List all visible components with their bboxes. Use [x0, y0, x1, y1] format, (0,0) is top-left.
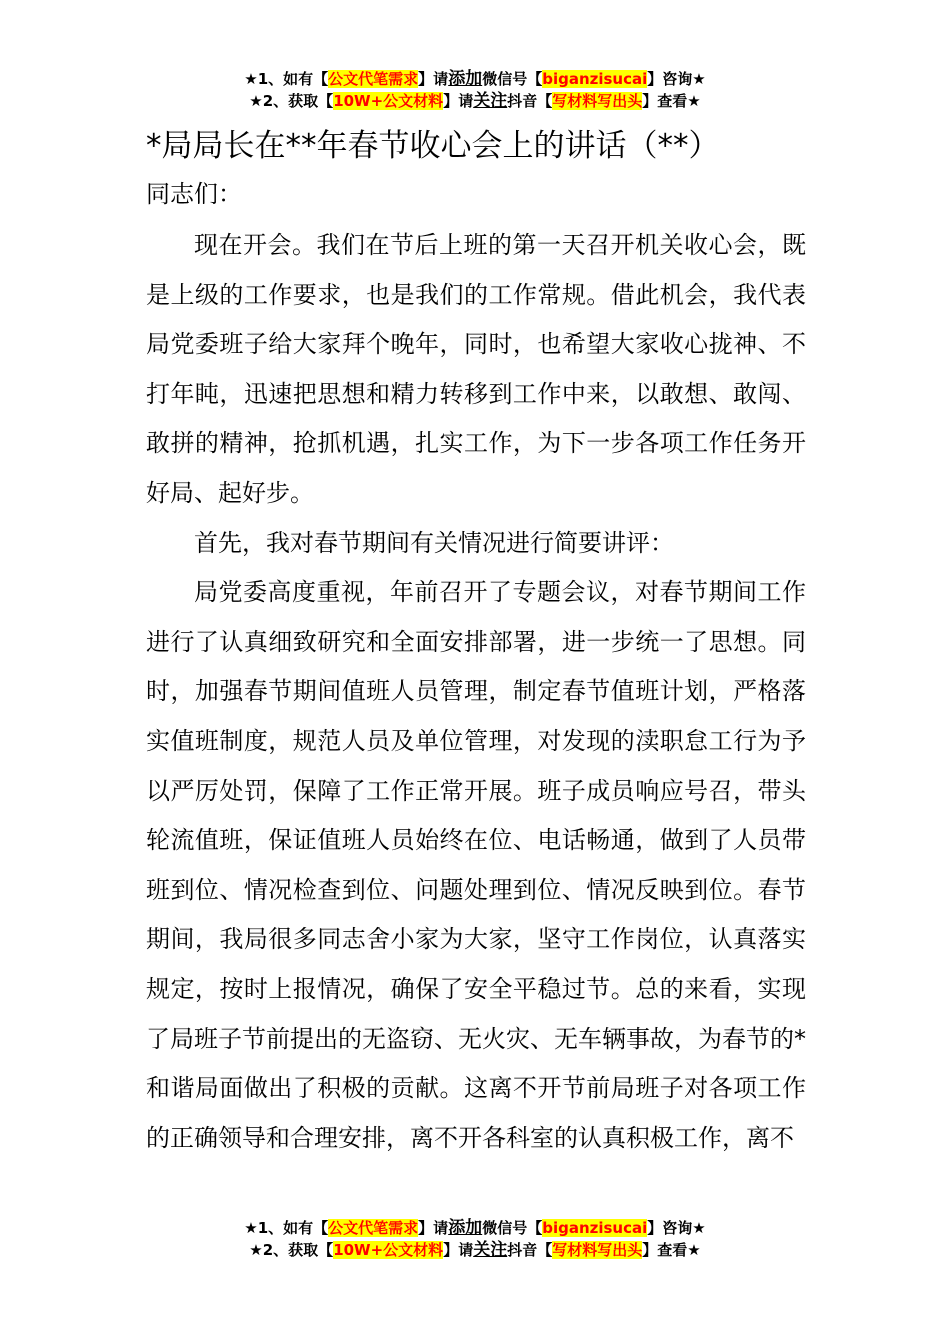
banner-text: 】请 — [418, 70, 449, 88]
paragraph: 局党委高度重视，年前召开了专题会议，对春节期间工作进行了认真细致研究和全面安排部署，进一步统一了思想。同时，加强春节期间值班人员管理，制定春节值班计划，严格落实值班制度，规范人员及单位管理，对发现的渎职怠工行为予以严厉处罚，保障了工作正常开展。班子成员响应号召，带头轮流值班，保证值班人员始终在位、电话畅通，做到了人员带班到位、情况检查到位、问题处理到位、情况反映到位。春节期间，我局很多同志舍小家为大家，坚守工作岗位，认真落实规定，按时上报情况，确保了安全平稳过节。总的来看，实现了局班子节前提出的无盗窃、无火灾、无车辆事故，为春节的*和谐局面做出了积极的贡献。这离不开节前局班子对各项工作的正确领导和合理安排，离不开各科室的认真积极工作，离不 — [146, 578, 806, 1152]
banner-text: 微信号【 — [482, 70, 543, 88]
highlight-douyin-id: 写材料写出头 — [552, 92, 643, 110]
highlight-wechat-id: biganzisucai — [542, 1219, 648, 1237]
paragraph: 现在开会。我们在节后上班的第一天召开机关收心会，既是上级的工作要求，也是我们的工作常规。借此机会，我代表局党委班子给大家拜个晚年，同时，也希望大家收心拢神、不打年盹，迅速把思想和精力转移到工作中来，以敢想、敢闯、敢拼的精神，抢抓机遇，扎实工作，为下一步各项工作任务开好局、起好步。 — [146, 231, 806, 507]
banner-text: 抖音【 — [507, 1241, 553, 1259]
banner-text: 】请 — [418, 1219, 449, 1237]
banner-underlined: 关注 — [473, 91, 508, 111]
document-body — [146, 221, 806, 1163]
highlight-service: 公文代笔需求 — [328, 1219, 419, 1237]
banner-text: 微信号【 — [482, 1219, 543, 1237]
highlight-materials: 10W+公文材料 — [333, 1241, 444, 1259]
highlight-materials: 10W+公文材料 — [333, 92, 444, 110]
highlight-douyin-id: 写材料写出头 — [552, 1241, 643, 1259]
banner-text: ★1、如有【 — [244, 70, 329, 88]
banner-text: 】查看★ — [642, 1241, 701, 1259]
banner-underlined: 关注 — [473, 1240, 508, 1260]
banner-text: 抖音【 — [507, 92, 553, 110]
banner-text: ★2、获取【 — [249, 1241, 334, 1259]
banner-line-1 — [0, 68, 950, 90]
banner-text: 】查看★ — [642, 92, 701, 110]
paragraph: 首先，我对春节期间有关情况进行简要讲评： — [194, 528, 674, 557]
banner-text: 】请 — [443, 1241, 474, 1259]
banner-text: 】请 — [443, 92, 474, 110]
highlight-wechat-id: biganzisucai — [542, 70, 648, 88]
banner-line-2 — [0, 90, 950, 112]
banner-line-2 — [0, 1239, 950, 1261]
banner-text: ★1、如有【 — [244, 1219, 329, 1237]
banner-text: 】咨询★ — [647, 70, 706, 88]
highlight-service: 公文代笔需求 — [328, 70, 419, 88]
top-banner — [0, 68, 950, 112]
banner-underlined: 添加 — [448, 1218, 483, 1238]
bottom-banner — [0, 1217, 950, 1261]
salutation: 同志们： — [146, 180, 242, 208]
banner-underlined: 添加 — [448, 69, 483, 89]
banner-text: 】咨询★ — [647, 1219, 706, 1237]
document-title: *局局长在**年春节收心会上的讲话（**） — [146, 128, 720, 164]
banner-line-1 — [0, 1217, 950, 1239]
banner-text: ★2、获取【 — [249, 92, 334, 110]
